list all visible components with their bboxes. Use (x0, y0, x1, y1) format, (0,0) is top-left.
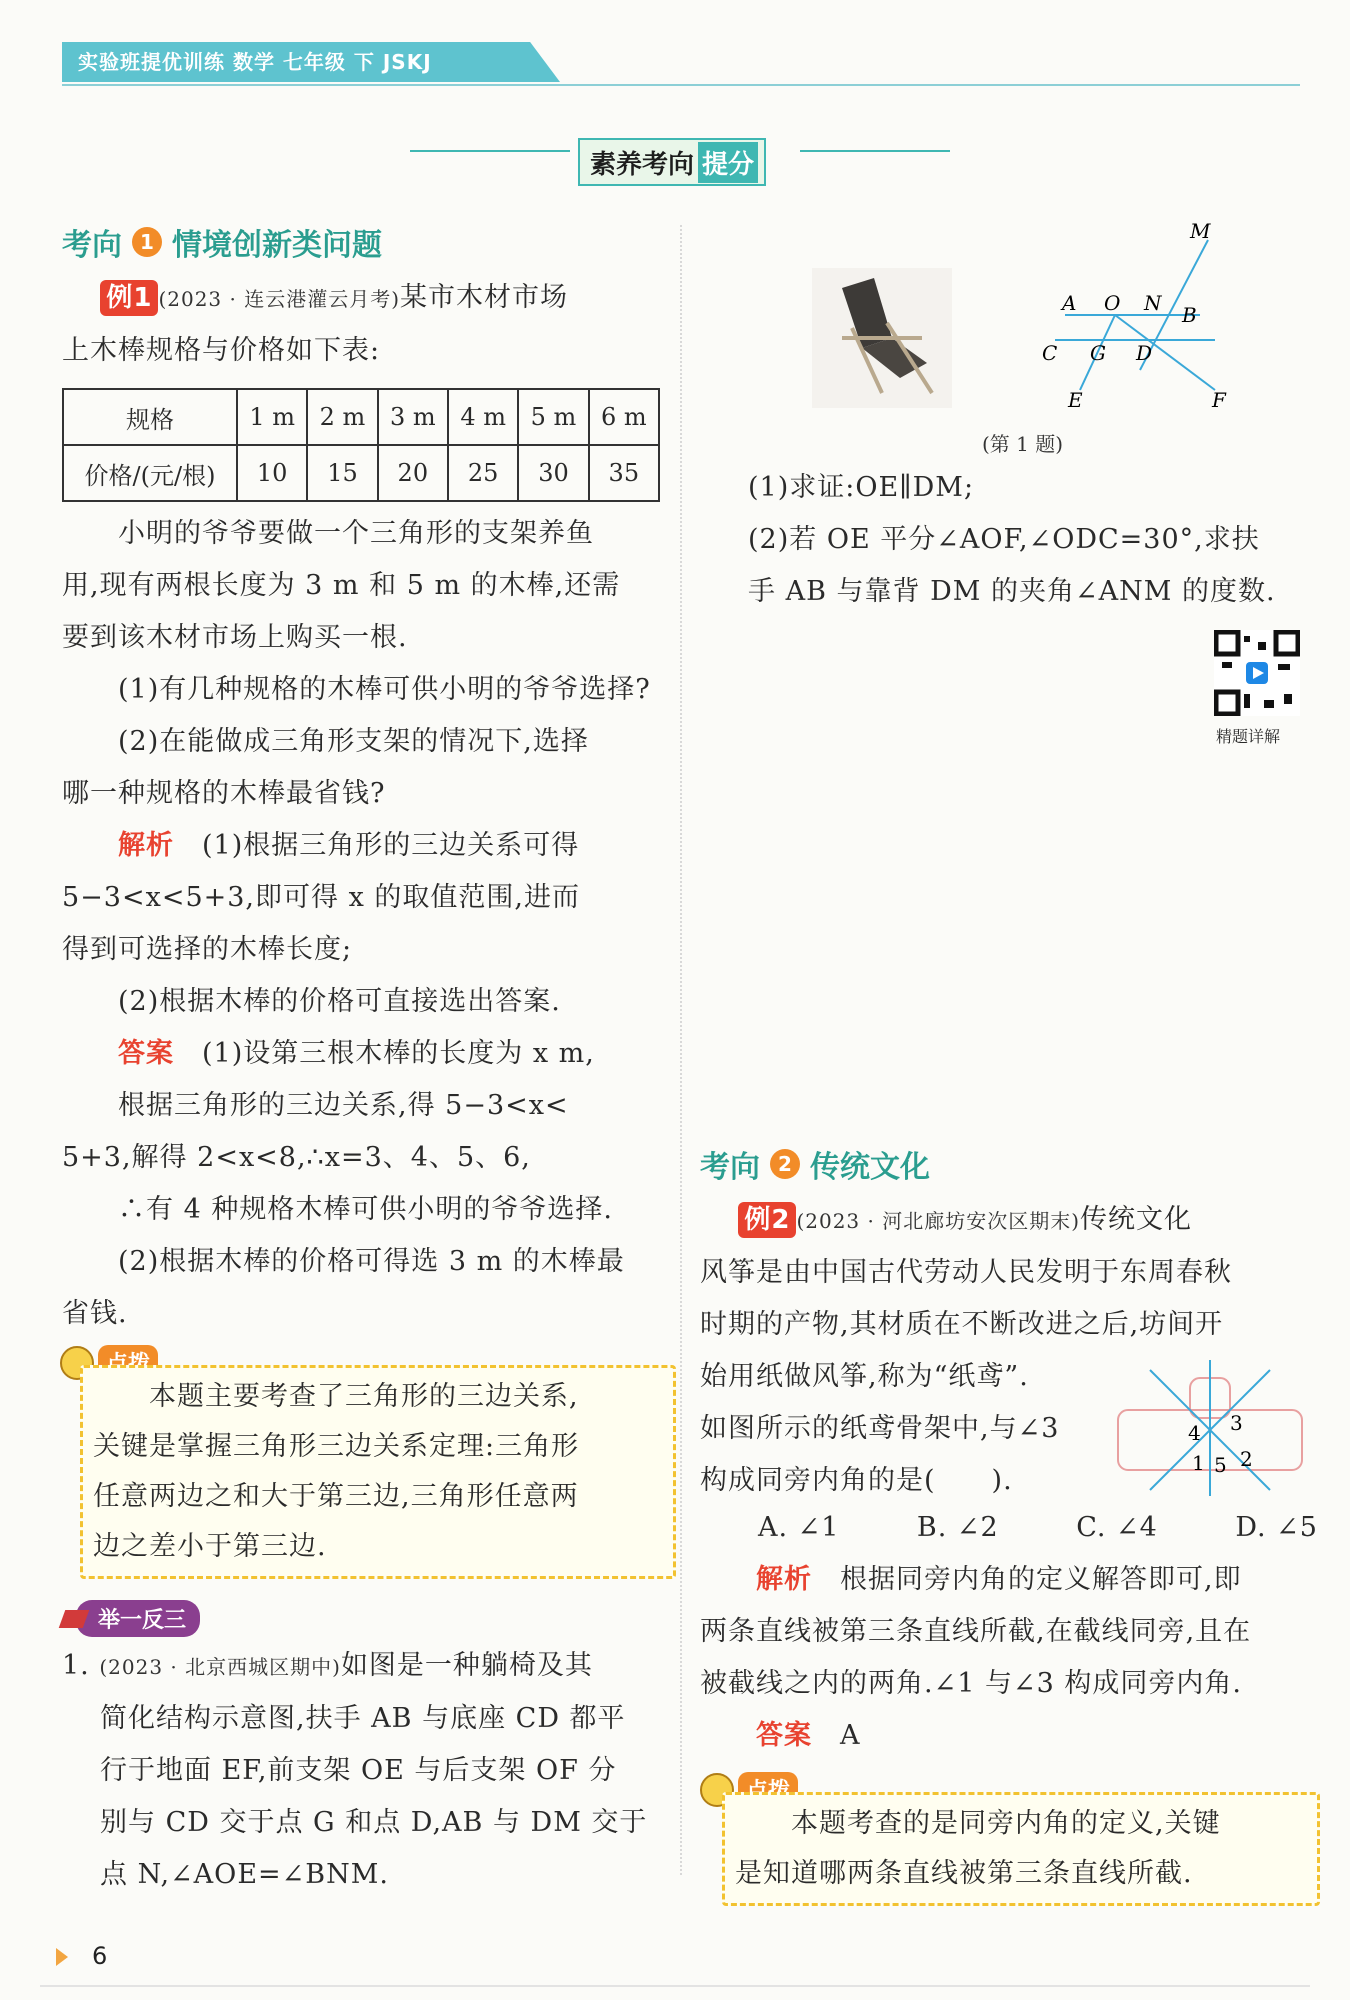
label-O: O (1104, 291, 1121, 315)
qr-module (1258, 642, 1266, 650)
question-line: 简化结构示意图,扶手 AB 与底座 CD 都平 (100, 1703, 626, 1734)
chair-structure-diagram (1040, 220, 1240, 410)
table-cell: 10 (237, 445, 307, 501)
answer-line: ∴有 4 种规格木棒可供小明的爷爷选择. (62, 1194, 613, 1225)
practice-header (62, 1600, 200, 1637)
table-cell: 20 (378, 445, 448, 501)
example-1-body (62, 508, 672, 1340)
analysis-line: (2)根据木棒的价格可直接选出答案. (62, 986, 561, 1017)
angle-label: 2 (1240, 1447, 1253, 1471)
body-line: (1)有几种规格的木棒可供小明的爷爷选择? (62, 674, 651, 705)
practice-question-1-parts (748, 462, 1308, 618)
example-badge: 例2 (738, 1202, 796, 1238)
question-part: (1)求证:OE∥DM; (748, 472, 975, 503)
example-badge: 例1 (100, 280, 158, 316)
page-marker-icon (56, 1948, 68, 1966)
angle-label: 1 (1192, 1451, 1205, 1475)
tip-line: 本题考查的是同旁内角的定义,关键 (735, 1808, 1221, 1839)
table-cell: 4 m (448, 389, 518, 445)
example-line: 传统文化 (1080, 1204, 1193, 1235)
banner-highlight: 提分 (698, 142, 758, 183)
body-line: 要到该木材市场上购买一根. (62, 622, 408, 653)
example-line: 始用纸做风筝,称为“纸鸢”. (700, 1361, 1029, 1392)
topic-title: 传统文化 (810, 1150, 930, 1185)
table-cell: 5 m (518, 389, 588, 445)
table-header-cell: 价格/(元/根) (63, 445, 237, 501)
question-line: 行于地面 EF,前支架 OE 与后支架 OF 分 (100, 1755, 617, 1786)
table-cell: 30 (518, 445, 588, 501)
qr-code[interactable] (1214, 630, 1300, 716)
question-source: (2023 · 北京西城区期中) (99, 1655, 341, 1679)
qr-module (1222, 662, 1232, 668)
kite-frame-diagram (1110, 1358, 1310, 1498)
answer-line: 5+3,解得 2<x<8,∴x=3、4、5、6, (62, 1142, 531, 1173)
table-cell: 15 (307, 445, 377, 501)
table-cell: 1 m (237, 389, 307, 445)
intro-line-a: 某市木材市场 (400, 282, 569, 313)
angle-label: 5 (1214, 1453, 1227, 1477)
option-d[interactable]: D. ∠5 (1235, 1512, 1318, 1543)
qr-module (1278, 664, 1290, 670)
answer-line: (1)设第三根木棒的长度为 x m, (174, 1038, 595, 1069)
table-cell: 6 m (589, 389, 659, 445)
topic-2-heading (700, 1142, 930, 1186)
question-part: (2)若 OE 平分∠AOF,∠ODC=30°,求扶 (748, 524, 1260, 555)
body-line: 小明的爷爷要做一个三角形的支架养鱼 (62, 518, 594, 549)
intro-line-b: 上木棒规格与价格如下表: (62, 335, 381, 366)
label-G: G (1090, 341, 1106, 365)
topic-number-badge: 1 (132, 227, 162, 257)
answer-value: A (812, 1720, 861, 1751)
topic-number-badge: 2 (770, 1149, 800, 1179)
answer-line: (2)根据木棒的价格可得选 3 m 的木棒最 (62, 1246, 625, 1277)
qr-module (1244, 636, 1250, 642)
label-N: N (1144, 291, 1162, 315)
table-cell: 3 m (378, 389, 448, 445)
example-line: 时期的产物,其材质在不断改进之后,坊间开 (700, 1309, 1224, 1340)
example-source: (2023 · 河北廊坊安次区期末) (796, 1209, 1081, 1233)
answer-options (758, 1502, 1318, 1554)
analysis-label: 解析 (118, 830, 174, 861)
section-banner (578, 138, 766, 186)
example-source: (2023 · 连云港灌云月考) (158, 287, 401, 311)
answer-label: 答案 (118, 1038, 174, 1069)
answer-line: 根据三角形的三边关系,得 5−3<x< (62, 1090, 569, 1121)
line-OF (1115, 315, 1215, 390)
example-line: 风筝是由中国古代劳动人民发明于东周春秋 (700, 1257, 1232, 1288)
qr-module (1264, 700, 1274, 708)
tip-line: 是知道哪两条直线被第三条直线所截. (735, 1858, 1193, 1889)
analysis-line: 得到可选择的木棒长度; (62, 934, 353, 965)
angle-label: 3 (1230, 1411, 1243, 1435)
example-line: 构成同旁内角的是( ). (700, 1465, 1013, 1496)
question-line: 点 N,∠AOE=∠BNM. (100, 1859, 389, 1890)
label-A: A (1062, 291, 1077, 315)
question-line: 别与 CD 交于点 G 和点 D,AB 与 DM 交于 (100, 1807, 648, 1838)
practice-question-1 (62, 1640, 672, 1901)
banner-rule-left (410, 150, 570, 152)
analysis-line: 两条直线被第三条直线所截,在截线同旁,且在 (700, 1616, 1252, 1647)
answer-label: 答案 (756, 1720, 812, 1751)
answer-line: 省钱. (62, 1298, 128, 1329)
table-cell: 2 m (307, 389, 377, 445)
option-b[interactable]: B. ∠2 (916, 1512, 999, 1543)
book-title: 实验班提优训练 数学 七年级 下 JSKJ (78, 50, 432, 74)
analysis-line: 根据同旁内角的定义解答即可,即 (812, 1564, 1242, 1595)
qr-module (1244, 694, 1250, 708)
analysis-line: 被截线之内的两角.∠1 与∠3 构成同旁内角. (700, 1668, 1242, 1699)
body-line: 用,现有两根长度为 3 m 和 5 m 的木棒,还需 (62, 570, 621, 601)
page-number: 6 (92, 1942, 108, 1970)
analysis-line: 5−3<x<5+3,即可得 x 的取值范围,进而 (62, 882, 580, 913)
label-F: F (1212, 388, 1226, 410)
body-line: (2)在能做成三角形支架的情况下,选择 (62, 726, 589, 757)
price-table (62, 388, 660, 502)
label-B: B (1182, 303, 1197, 327)
option-c[interactable]: C. ∠4 (1076, 1512, 1158, 1543)
example-1-intro (62, 272, 662, 377)
analysis-label: 解析 (756, 1564, 812, 1595)
figure-caption: (第 1 题) (982, 432, 1064, 456)
tip-box-1 (80, 1365, 676, 1579)
label-D: D (1136, 341, 1153, 365)
table-row (63, 389, 659, 445)
footer-divider (40, 1985, 1310, 1987)
question-number: 1. (62, 1650, 90, 1681)
qr-module (1284, 694, 1292, 704)
practice-label: 举一反三 (76, 1600, 200, 1637)
question-part: 手 AB 与靠背 DM 的夹角∠ANM 的度数. (748, 576, 1276, 607)
label-C: C (1042, 341, 1058, 365)
label-E: E (1068, 388, 1083, 410)
tip-box-2 (722, 1792, 1320, 1906)
recliner-photo (812, 268, 952, 408)
example-2-solution (700, 1554, 1320, 1762)
topic-1-heading (62, 220, 382, 264)
angle-label: 4 (1188, 1421, 1201, 1445)
question-line: 如图是一种躺椅及其 (340, 1650, 593, 1681)
example-line: 如图所示的纸鸢骨架中,与∠3 (700, 1413, 1060, 1444)
qr-label: 精题详解 (1216, 727, 1281, 746)
topic-prefix: 考向 (700, 1150, 760, 1185)
banner-text: 素养考向 (590, 149, 695, 180)
table-header-cell: 规格 (63, 389, 237, 445)
banner-rule-right (800, 150, 950, 152)
table-row (63, 445, 659, 501)
topic-prefix: 考向 (62, 228, 122, 263)
tip-line: 关键是掌握三角形三边关系定理:三角形 (93, 1431, 580, 1462)
topic-title: 情境创新类问题 (172, 228, 382, 263)
tip-line: 边之差小于第三边. (93, 1531, 327, 1562)
table-cell: 25 (448, 445, 518, 501)
tip-line: 本题主要考查了三角形的三边关系, (93, 1381, 579, 1412)
header-divider (62, 84, 1300, 86)
body-line: 哪一种规格的木棒最省钱? (62, 778, 386, 809)
table-cell: 35 (589, 445, 659, 501)
option-a[interactable]: A. ∠1 (758, 1512, 840, 1543)
column-divider (680, 225, 682, 1875)
tip-line: 任意两边之和大于第三边,三角形任意两 (93, 1481, 579, 1512)
label-M: M (1190, 220, 1211, 243)
analysis-line: (1)根据三角形的三边关系可得 (174, 830, 580, 861)
